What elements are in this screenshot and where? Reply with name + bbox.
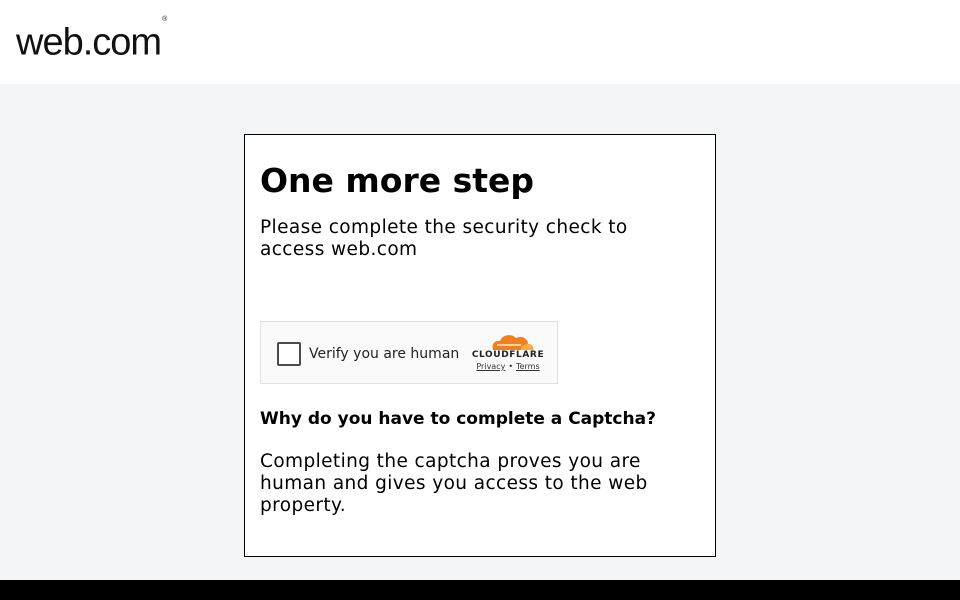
page-footer [0,580,960,600]
logo-text: web.com [16,21,162,64]
why-captcha-explanation: Completing the captcha proves you are human and gives you access to the web property. [260,451,648,516]
terms-link[interactable]: Terms [516,362,540,371]
page-title: One more step [260,161,535,200]
registered-mark: ® [162,16,168,23]
verify-human-checkbox[interactable] [277,342,301,366]
widget-links [470,362,546,372]
cloudflare-wordmark: CLOUDFLARE [471,350,545,360]
web-com-logo[interactable] [16,18,167,65]
site-header [0,0,960,84]
why-captcha-heading: Why do you have to complete a Captcha? [260,409,656,429]
security-check-message: Please complete the security check to access web.com [260,217,628,260]
privacy-link[interactable]: Privacy [476,362,506,371]
challenge-card [244,134,716,557]
verify-human-label[interactable]: Verify you are human [309,346,460,362]
link-separator: • [508,362,514,371]
turnstile-widget [260,321,558,384]
